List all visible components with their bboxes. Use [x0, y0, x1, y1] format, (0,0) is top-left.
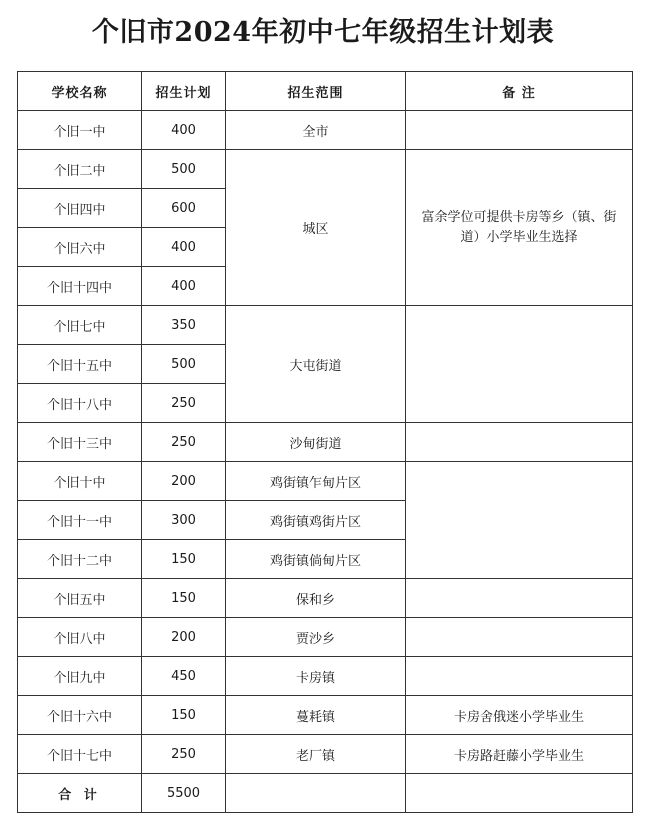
table-row — [18, 657, 633, 696]
table-row — [18, 111, 633, 150]
plan-cell: 500 — [142, 150, 226, 189]
school-cell: 个旧十五中 — [18, 345, 142, 384]
total-value: 5500 — [142, 774, 226, 813]
header-note: 备 注 — [406, 72, 633, 111]
school-cell: 个旧十三中 — [18, 423, 142, 462]
plan-cell: 350 — [142, 306, 226, 345]
range-cell: 全市 — [226, 111, 406, 150]
note-cell — [406, 306, 633, 423]
school-cell: 个旧十八中 — [18, 384, 142, 423]
plan-cell: 250 — [142, 384, 226, 423]
plan-cell: 200 — [142, 462, 226, 501]
note-cell — [406, 657, 633, 696]
school-cell: 个旧十一中 — [18, 501, 142, 540]
range-cell: 贾沙乡 — [226, 618, 406, 657]
plan-cell: 250 — [142, 423, 226, 462]
range-cell: 大屯街道 — [226, 306, 406, 423]
range-cell: 老厂镇 — [226, 735, 406, 774]
school-cell: 个旧十七中 — [18, 735, 142, 774]
note-cell: 卡房舍俄迷小学毕业生 — [406, 696, 633, 735]
note-cell — [406, 423, 633, 462]
table-row — [18, 306, 633, 345]
plan-cell: 300 — [142, 501, 226, 540]
school-cell: 个旧八中 — [18, 618, 142, 657]
plan-cell: 500 — [142, 345, 226, 384]
school-cell: 个旧十四中 — [18, 267, 142, 306]
note-cell — [406, 462, 633, 579]
range-cell: 鸡街镇乍甸片区 — [226, 462, 406, 501]
table-row — [18, 150, 633, 189]
school-cell: 个旧十中 — [18, 462, 142, 501]
school-cell: 个旧四中 — [18, 189, 142, 228]
plan-cell: 600 — [142, 189, 226, 228]
header-plan: 招生计划 — [142, 72, 226, 111]
page-title: 个旧市2024年初中七年级招生计划表 — [91, 17, 555, 48]
school-cell: 个旧十六中 — [18, 696, 142, 735]
note-cell — [406, 579, 633, 618]
table-row — [18, 618, 633, 657]
total-label: 合 计 — [18, 774, 142, 813]
table-row — [18, 579, 633, 618]
range-cell: 卡房镇 — [226, 657, 406, 696]
range-cell: 蔓耗镇 — [226, 696, 406, 735]
plan-cell: 400 — [142, 228, 226, 267]
school-cell: 个旧五中 — [18, 579, 142, 618]
range-cell: 沙甸街道 — [226, 423, 406, 462]
table-row — [18, 696, 633, 735]
plan-cell: 150 — [142, 540, 226, 579]
plan-cell: 150 — [142, 696, 226, 735]
total-row — [18, 774, 633, 813]
plan-cell: 250 — [142, 735, 226, 774]
range-cell — [226, 774, 406, 813]
plan-cell: 400 — [142, 111, 226, 150]
table-row — [18, 462, 633, 501]
school-cell: 个旧十二中 — [18, 540, 142, 579]
school-cell: 个旧七中 — [18, 306, 142, 345]
table-header-row — [18, 72, 633, 111]
school-cell: 个旧九中 — [18, 657, 142, 696]
plan-cell: 400 — [142, 267, 226, 306]
note-cell — [406, 774, 633, 813]
school-cell: 个旧六中 — [18, 228, 142, 267]
enrollment-table — [17, 71, 633, 813]
range-cell: 城区 — [226, 150, 406, 306]
school-cell: 个旧二中 — [18, 150, 142, 189]
note-cell: 卡房路赶藤小学毕业生 — [406, 735, 633, 774]
range-cell: 鸡街镇鸡街片区 — [226, 501, 406, 540]
table-row — [18, 735, 633, 774]
plan-cell: 450 — [142, 657, 226, 696]
table-row — [18, 423, 633, 462]
note-cell — [406, 618, 633, 657]
plan-cell: 200 — [142, 618, 226, 657]
range-cell: 保和乡 — [226, 579, 406, 618]
range-cell: 鸡街镇倘甸片区 — [226, 540, 406, 579]
note-cell — [406, 111, 633, 150]
header-range: 招生范围 — [226, 72, 406, 111]
school-cell: 个旧一中 — [18, 111, 142, 150]
plan-cell: 150 — [142, 579, 226, 618]
note-cell: 富余学位可提供卡房等乡（镇、街道）小学毕业生选择 — [406, 150, 633, 306]
header-school: 学校名称 — [18, 72, 142, 111]
